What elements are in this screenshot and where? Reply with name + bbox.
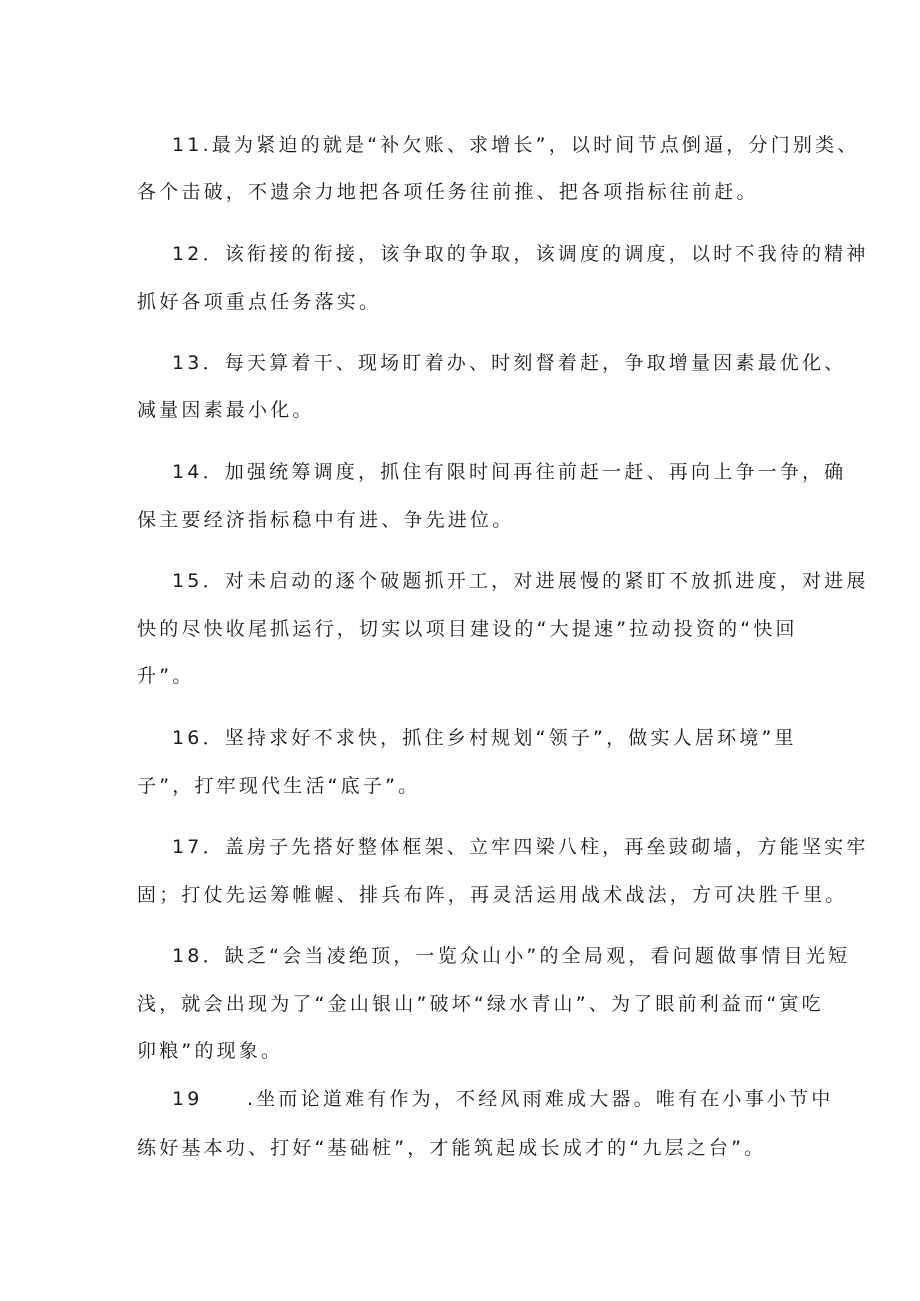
paragraph-line: 16．坚持求好不求快，抓住乡村规划“领子”，做实人居环境”里 <box>172 727 797 749</box>
paragraph-line: 子”，打牢现代生活“底子”。 <box>137 775 421 797</box>
paragraph-line: 抓好各项重点任务落实。 <box>137 291 382 313</box>
paragraph-line: 12．该衔接的衔接，该争取的争取，该调度的调度，以时不我待的精神 <box>172 243 869 265</box>
paragraph-line: 练好基本功、打好“基础桩”，才能筑起成长成才的“九层之台”。 <box>137 1137 767 1159</box>
paragraph-line: 19 .坐而论道难有作为，不经风雨难成大器。唯有在小事小节中 <box>172 1088 834 1110</box>
paragraph-line: 卯粮”的现象。 <box>137 1040 284 1062</box>
paragraph-line: 浅，就会出现为了“金山银山”破坏“绿水青山”、为了眼前利益而“寅吃 <box>137 993 824 1015</box>
paragraph-line: 14．加强统筹调度，抓住有限时间再往前赶一赶、再向上争一争，确 <box>172 461 847 483</box>
paragraph-line: 快的尽快收尾抓运行，切实以项目建设的“大提速”拉动投资的“快回 <box>137 618 798 640</box>
paragraph-line: 18．缺乏“会当凌绝顶，一览众山小”的全局观，看问题做事情目光短 <box>172 945 851 967</box>
paragraph-line: 13．每天算着干、现场盯着办、时刻督着赶，争取增量因素最优化、 <box>172 352 847 374</box>
paragraph-line: 升”。 <box>137 665 195 687</box>
paragraph-line: 11.最为紧迫的就是“补欠账、求增长”，以时间节点倒逼，分门别类、 <box>172 134 860 156</box>
paragraph-line: 各个击破，不遗余力地把各项任务往前推、把各项指标往前赶。 <box>137 181 759 203</box>
paragraph-line: 固；打仗先运筹帷幄、排兵布阵，再灵活运用战术战法，方可决胜千里。 <box>137 884 848 906</box>
paragraph-line: 保主要经济指标稳中有进、争先进位。 <box>137 509 515 531</box>
paragraph-line: 17．盖房子先搭好整体框架、立牢四梁八柱，再垒豉砌墙，方能坚实牢 <box>172 836 869 858</box>
paragraph-line: 15．对未启动的逐个破题抓开工，对进展慢的紧盯不放抓进度，对进展 <box>172 570 869 592</box>
paragraph-line: 减量因素最小化。 <box>137 399 315 421</box>
